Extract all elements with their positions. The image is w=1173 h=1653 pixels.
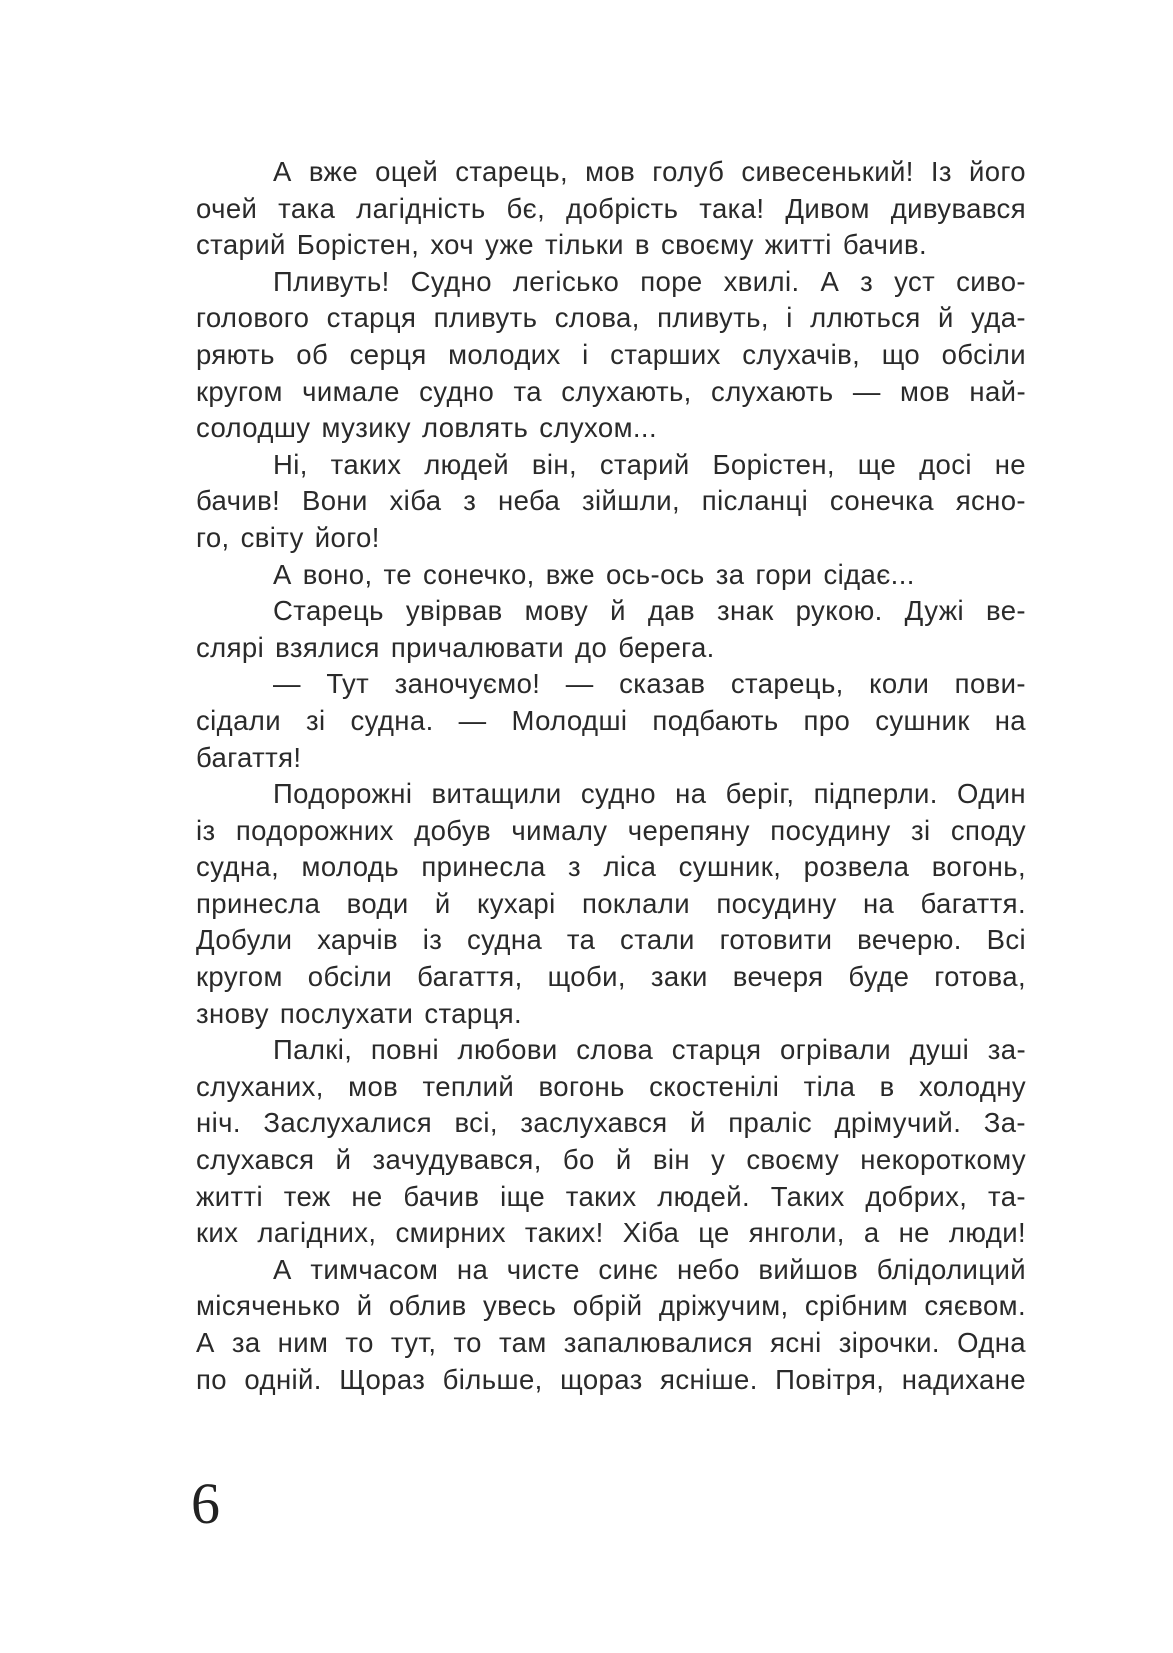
text-line: Ні, таких людей він, старий Борістен, ще досі не — [273, 448, 1026, 480]
page-body-text — [196, 154, 1026, 1398]
text-line: ких лагідних, смирних таких! Хіба це янголи, а не люди! — [196, 1217, 1026, 1249]
text-line: багаття! — [196, 741, 302, 773]
text-line: по одній. Щораз більше, щораз ясніше. Повітря, надихане — [196, 1363, 1026, 1395]
text-line: очей така лагідність бє, добрість така! Дивом дивувався — [196, 192, 1026, 224]
text-line: ряють об серця молодих і старших слухачів, що обсіли — [196, 338, 1026, 370]
text-line: А воно, те сонечко, вже ось-ось за гори сідає... — [273, 558, 915, 590]
text-line: Старець увірвав мову й дав знак рукою. Дужі ве- — [273, 595, 1026, 627]
text-line: ніч. Заслухалися всі, заслухався й праліс дрімучий. За- — [196, 1107, 1026, 1139]
text-line: А за ним то тут, то там запалювалися ясні зірочки. Одна — [196, 1327, 1026, 1358]
text-line: голового старця пливуть слова, пливуть, і ллються й уда- — [196, 302, 1026, 334]
text-line: Палкі, повні любови слова старця огрівали душі за- — [273, 1034, 1026, 1066]
text-line: із подорожних добув чималу черепяну посудину зі споду — [196, 814, 1026, 846]
text-line: місяченько й облив увесь обрій дріжучим, срібним сяєвом. — [196, 1290, 1026, 1322]
text-line: сідали зі судна. — Молодші подбають про сушник на — [196, 704, 1026, 736]
text-line: бачив! Вони хіба з неба зійшли, післанці сонечка ясно- — [196, 485, 1026, 517]
text-line: слярі взялися причалювати до берега. — [196, 631, 715, 663]
text-line: Подорожні витащили судно на беріг, підперли. Один — [273, 778, 1026, 810]
text-line: старий Борістен, хоч уже тільки в своєму житті бачив. — [196, 229, 928, 261]
text-line: А вже оцей старець, мов голуб сивесенький! Із його — [273, 156, 1026, 187]
text-line: знову послухати старця. — [196, 997, 523, 1029]
text-line: го, світу його! — [196, 521, 380, 553]
text-line: житті теж не бачив іще таких людей. Таких добрих, та- — [196, 1180, 1026, 1212]
text-line: принесла води й кухарі поклали посудину на багаття. — [196, 887, 1026, 919]
text-line: Добули харчів із судна та стали готовити вечерю. Всі — [196, 924, 1026, 956]
text-line: слухався й зачудувався, бо й він у своєму некороткому — [196, 1144, 1026, 1176]
page-number: 6 — [191, 1471, 220, 1536]
text-line: — Тут заночуємо! — сказав старець, коли пови- — [273, 668, 1026, 700]
text-line: слуханих, мов теплий вогонь скостенілі тіла в холодну — [196, 1070, 1026, 1102]
text-line: кругом обсіли багаття, щоби, заки вечеря буде готова, — [196, 961, 1026, 993]
text-line: кругом чимале судно та слухають, слухають — мов най- — [196, 375, 1026, 407]
text-line: Пливуть! Судно легісько поре хвилі. А з уст сиво- — [273, 265, 1026, 297]
text-line: А тимчасом на чисте синє небо вийшов блідолиций — [273, 1253, 1026, 1285]
text-line: судна, молодь принесла з ліса сушник, розвела вогонь, — [196, 851, 1026, 883]
text-line: солодшу музику ловлять слухом... — [196, 412, 657, 444]
